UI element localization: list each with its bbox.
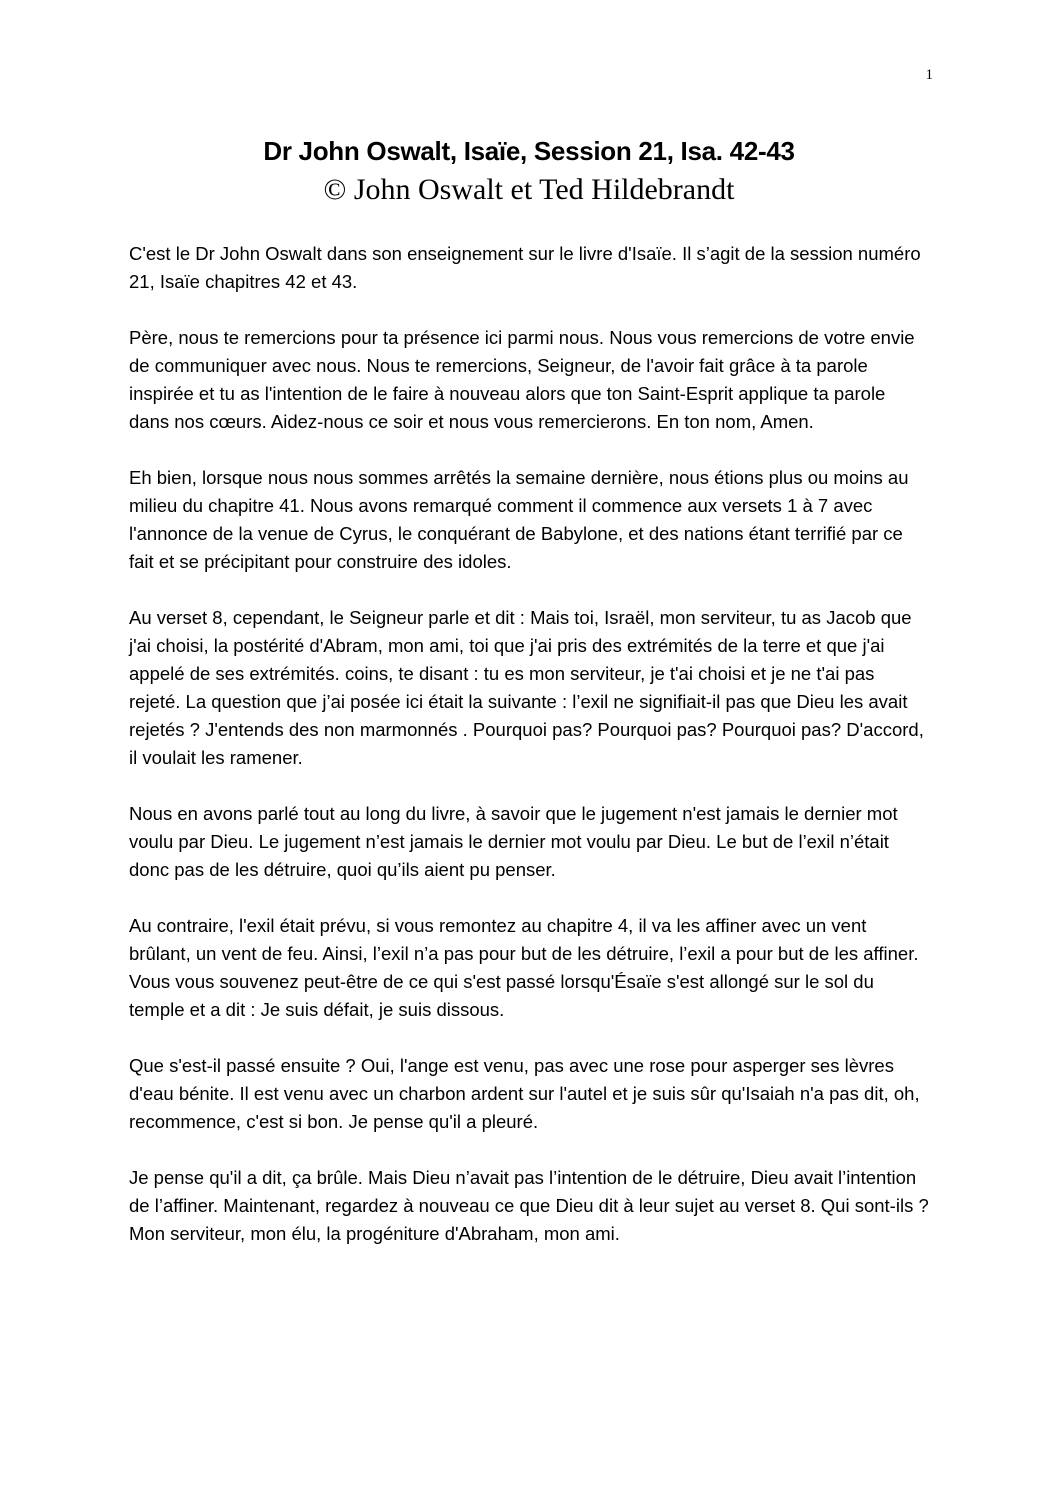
paragraph: Père, nous te remercions pour ta présence ici parmi nous. Nous vous remercions de votre envie de communiquer avec nous. Nous te remercions, Seigneur, de l'avoir fait grâce à ta parole inspirée et tu as l'intention de le faire à nouveau alors que ton Saint-Esprit applique ta parole dans nos cœurs. Aidez-nous ce soir et nous vous remercierons. En ton nom, Amen. [129,327,915,432]
paragraph: Je pense qu'il a dit, ça brûle. Mais Dieu n’avait pas l’intention de le détruire, Dieu avait l’intention de l’affiner. Maintenant, regardez à nouveau ce que Dieu dit à leur sujet au verset 8. Qui sont-ils ? Mon serviteur, mon élu, la progéniture d'Abraham, mon ami. [129,1167,929,1244]
paragraph: Au verset 8, cependant, le Seigneur parle et dit : Mais toi, Israël, mon serviteur, tu as Jacob que j'ai choisi, la postérité d'Abram, mon ami, toi que j'ai pris des extrémités de la terre et que j'ai appelé de ses extrémités. coins, te disant : tu es mon serviteur, je t'ai choisi et je ne t'ai pas rejeté. La question que j’ai posée ici était la suivante : l’exil ne signifiait-il pas que Dieu les avait rejetés ? J'entends des non marmonnés . Pourquoi pas? Pourquoi pas? Pourquoi pas? D'accord, il voulait les ramener. [129,607,924,768]
paragraph: C'est le Dr John Oswalt dans son enseignement sur le livre d'Isaïe. Il s’agit de la session numéro 21, Isaïe chapitres 42 et 43. [129,243,921,292]
paragraph: Eh bien, lorsque nous nous sommes arrêtés la semaine dernière, nous étions plus ou moins au milieu du chapitre 41. Nous avons remarqué comment il commence aux versets 1 à 7 avec l'annonce de la venue de Cyrus, le conquérant de Babylone, et des nations étant terrifié par ce fait et se précipitant pour construire des idoles. [129,467,909,572]
document-subtitle: © John Oswalt et Ted Hildebrandt [323,173,735,206]
title-block [0,132,1058,210]
body-text [129,240,929,1276]
document-title: Dr John Oswalt, Isaïe, Session 21, Isa. 42-43 [263,136,795,166]
page-number: 1 [925,67,933,83]
paragraph: Nous en avons parlé tout au long du livre, à savoir que le jugement n'est jamais le dernier mot voulu par Dieu. Le jugement n’est jamais le dernier mot voulu par Dieu. Le but de l’exil n’était donc pas de les détruire, quoi qu’ils aient pu penser. [129,803,898,880]
paragraph: Au contraire, l'exil était prévu, si vous remontez au chapitre 4, il va les affiner avec un vent brûlant, un vent de feu. Ainsi, l’exil n’a pas pour but de les détruire, l’exil a pour but de les affiner. Vous vous souvenez peut-être de ce qui s'est passé lorsqu'Ésaïe s'est allongé sur le sol du temple et a dit : Je suis défait, je suis dissous. [129,915,919,1020]
paragraph: Que s'est-il passé ensuite ? Oui, l'ange est venu, pas avec une rose pour asperger ses lèvres d'eau bénite. Il est venu avec un charbon ardent sur l'autel et je suis sûr qu'Isaiah n'a pas dit, oh, recommence, c'est si bon. Je pense qu'il a pleuré. [129,1055,920,1132]
